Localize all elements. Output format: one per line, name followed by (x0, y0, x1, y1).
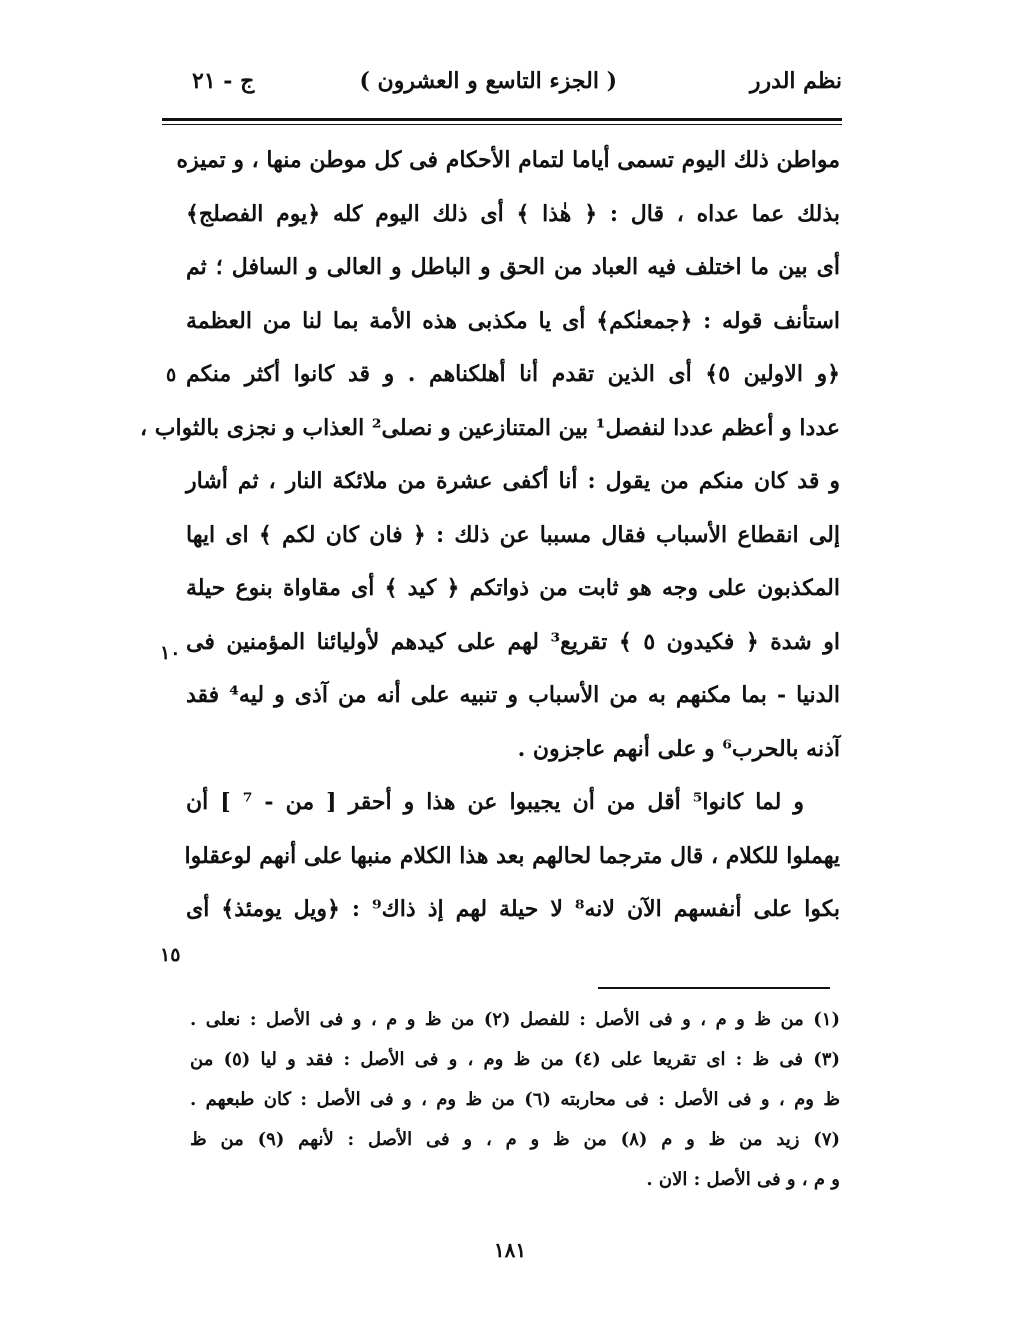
volume-label: ج - ٢١ (192, 68, 255, 94)
footnote-rule (598, 987, 830, 989)
footnote-line: (٧) زيد من ظ و م (٨) من ظ و م ، و فى الأصل : لأنهم (٩) من ظ (190, 1129, 841, 1150)
text-line: يهملوا للكلام ، قال مترجما لحالهم بعد هذا الكلام منبها على أنهم لوعقلوا (184, 842, 840, 869)
text-line: مواطن ذلك اليوم تسمى أياما لتمام الأحكام فى كل موطن منها ، و تميزه (176, 147, 840, 173)
text-line: او شدة ﴿ فكيدون ٥ ﴾ تقريع³ لهم على كيدهم لأوليائنا المؤمنين فى (186, 628, 840, 655)
text-line: أى بين ما اختلف فيه العباد من الحق و الباطل و العالى و السافل ؛ ثم (186, 254, 840, 280)
line-marker-10: ١٠ (160, 642, 181, 664)
text-line: آذنه بالحرب⁶ و على أنهم عاجزون . (517, 735, 840, 762)
text-line: و قد كان منكم من يقول : أنا أكفى عشرة من ملائكة النار ، ثم أشار (186, 468, 840, 494)
page-number: ١٨١ (493, 1238, 527, 1262)
running-header (162, 68, 842, 108)
text-line: و لما كانوا⁵ أقل من أن يجيبوا عن هذا و أحقر [ من - ⁷ ] أن (186, 789, 804, 815)
footnote-line: و م ، و فى الأصل : الان . (646, 1169, 840, 1190)
part-label: ( الجزء التاسع و العشرون ) (359, 68, 617, 94)
footnote-line: (٣) فى ظ : اى تقريعا على (٤) من ظ وم ، و فى الأصل : فقد و ليا (٥) من (190, 1049, 840, 1070)
text-line: الدنيا - بما مكنهم به من الأسباب و تنبيه على أنه من آذى و ليه⁴ فقد (186, 682, 840, 708)
header-rule-thick (162, 118, 842, 121)
line-marker-15: ١٥ (160, 944, 181, 966)
text-line: إلى انقطاع الأسباب فقال مسببا عن ذلك : ﴿ فان كان لكم ﴾ اى ايها (186, 521, 840, 548)
footnotes (190, 1000, 840, 1200)
text-line: ﴿و الاولين ٥﴾ أى الذين تقدم أنا أهلكناهم . و قد كانوا أكثر منكم (186, 361, 840, 387)
text-line: المكذبون على وجه هو ثابت من ذواتكم ﴿ كيد ﴾ أى مقاواة بنوع حيلة (186, 575, 840, 601)
footnote-line: ظ وم ، و فى الأصل : فى محاربته (٦) من ظ وم ، و فى الأصل : كان طبعهم . (190, 1089, 840, 1110)
footnote-line: (١) من ظ و م ، و فى الأصل : للفصل (٢) من ظ و م ، و فى الأصل : نعلى . (190, 1009, 840, 1030)
text-line: استأنف قوله : ﴿جمعنٰكم﴾ أى يا مكذبى هذه الأمة بما لنا من العظمة (186, 307, 840, 334)
text-line: عددا و أعظم عددا لنفصل¹ بين المتنازعين و نصلى² العذاب و نجزى بالثواب ، (140, 414, 840, 441)
text-line: بكوا على أنفسهم الآن لانه⁸ لا حيلة لهم إذ ذاك⁹ : ﴿ويل يومئذ﴾ أى (186, 896, 840, 922)
line-marker-5: ٥ (166, 364, 177, 386)
header-rule-thin (162, 124, 842, 125)
book-title: نظم الدرر (749, 68, 842, 94)
text-line: بذلك عما عداه ، قال : ﴿ هٰذا ﴾ أى ذلك اليوم كله ﴿يوم الفصلج﴾ (186, 200, 840, 227)
